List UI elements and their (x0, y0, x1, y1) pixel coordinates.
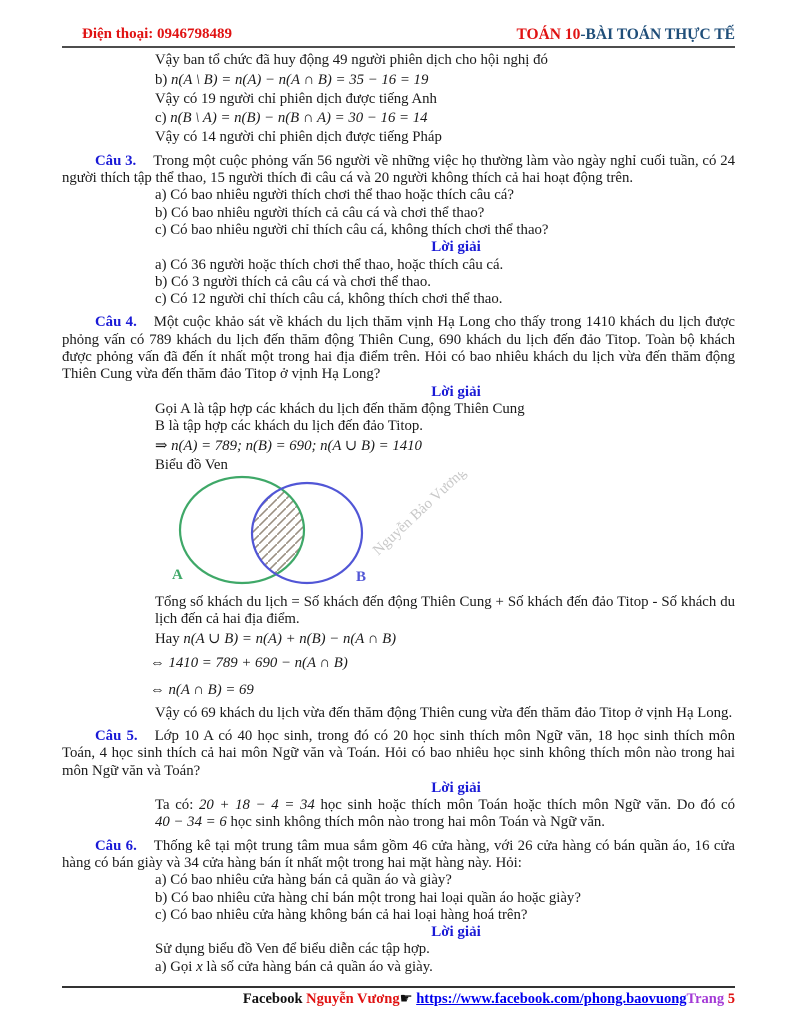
solution-line: lịch đến cả hai địa điểm. (155, 611, 300, 628)
solution-line (155, 797, 735, 814)
solution-math-line (155, 110, 735, 127)
facebook-url-link[interactable]: https://www.facebook.com/phong.baovuong (416, 990, 687, 1007)
author-name: Nguyễn Vương (306, 990, 400, 1007)
solution-line: Gọi A là tập hợp các khách du lịch đến thăm động Thiên Cung (155, 400, 525, 417)
answer-item-a: a) Có 36 người hoặc thích chơi thể thao, hoặc thích câu cá. (155, 256, 504, 273)
question-5-text: Lớp 10 A có 40 học sinh, trong đó có 20 học sinh thích môn Ngữ văn, 18 học sinh thích môn Toán, 4 học sinh thích cả hai môn Ngữ văn và Toán. Hỏi có bao nhiêu học sinh không thích môn nào trong hai môn Ngữ văn và Toán? (62, 727, 735, 779)
question-3-label: Câu 3. (95, 152, 137, 169)
page-header (62, 26, 735, 48)
header-title-red: TOÁN 10 (516, 26, 581, 43)
solution-text: học sinh hoặc thích môn Toán hoặc thích môn Ngữ văn. Do đó có (320, 797, 735, 814)
venn-label-b: B (356, 569, 367, 586)
page-number: 5 (727, 990, 735, 1007)
question-4-stem (62, 314, 735, 383)
solution-line (155, 959, 735, 976)
solution-math-line (155, 631, 735, 648)
page-label: Trang (686, 990, 725, 1007)
solution-line: B là tập hợp các khách du lịch đến đảo Titop. (155, 418, 423, 435)
math-variable: x (196, 958, 203, 975)
solution-text: là số cửa hàng bán cả quần áo và giày. (206, 958, 433, 975)
question-6-text: Thống kê tại một trung tâm mua sắm gồm 46 cửa hàng, với 26 cửa hàng có bán quần áo, 16 cửa hàng có bán giày và 34 cửa hàng bán ít nhất một trong hai mặt hàng này. Hỏi: (62, 837, 735, 871)
solution-heading: Lời giải (431, 239, 481, 256)
question-item-c: c) Có bao nhiêu người chỉ thích câu cá, không thích chơi thể thao? (155, 221, 549, 238)
pointing-hand-icon: ☛ (399, 990, 413, 1007)
hay-label: Hay (155, 630, 180, 647)
math-expression: ⇔ 1410 = 789 + 690 − n(A ∩ B) (150, 655, 348, 672)
question-item-c: c) Có bao nhiêu cửa hàng không bán cả hai loại hàng hoá trên? (155, 906, 528, 923)
watermark-text: Nguyễn Bảo Vương (370, 472, 470, 559)
venn-caption: Biểu đồ Ven (155, 456, 228, 473)
venn-label-a: A (172, 567, 183, 584)
venn-diagram (160, 472, 520, 594)
solution-line: Vậy ban tổ chức đã huy động 49 người phiên dịch cho hội nghị đó (155, 52, 548, 69)
solution-text: a) Gọi (155, 958, 193, 975)
solution-heading: Lời giải (431, 383, 481, 400)
math-expression: ⇔ n(A ∩ B) = 69 (150, 682, 254, 699)
math-expression: n(B \ A) = n(B) − n(B ∩ A) = 30 − 16 = 14 (170, 110, 428, 127)
question-5-stem (62, 728, 735, 780)
item-label: c) (155, 110, 167, 127)
solution-heading: Lời giải (431, 924, 481, 941)
math-expression: n(A ∪ B) = n(A) + n(B) − n(A ∩ B) (183, 630, 397, 647)
conclusion-line: Vậy có 69 khách du lịch vừa đến thăm động Thiên cung vừa đến thăm đảo Titop ở vịnh Hạ Long. (155, 704, 733, 721)
solution-line: Vậy có 19 người chỉ phiên dịch được tiếng Anh (155, 90, 437, 107)
venn-diagram-container (160, 472, 735, 594)
solution-heading: Lời giải (431, 779, 481, 796)
question-item-b: b) Có bao nhiêu người thích cả câu cá và chơi thể thao? (155, 204, 485, 221)
solution-line: Sử dụng biểu đồ Ven để biểu diễn các tập hợp. (155, 941, 430, 958)
question-6-stem (62, 838, 735, 873)
solution-line (155, 814, 735, 831)
question-4-label: Câu 4. (95, 314, 137, 331)
solution-line: Vậy có 14 người chỉ phiên dịch được tiếng Pháp (155, 129, 442, 146)
question-item-b: b) Có bao nhiêu cửa hàng chỉ bán một trong hai loại quần áo hoặc giày? (155, 889, 581, 906)
header-title-navy: -BÀI TOÁN THỰC TẾ (580, 26, 735, 43)
solution-math-line (155, 72, 735, 89)
question-item-a: a) Có bao nhiêu người thích chơi thể thao hoặc thích câu cá? (155, 187, 514, 204)
question-4-text: Một cuộc khảo sát về khách du lịch thăm vịnh Hạ Long cho thấy trong 1410 khách du lịch được phỏng vấn có 789 khách du lịch đến thăm động Thiên Cung, 690 khách du lịch đến đảo Titop. Toàn bộ khách được phỏng vấn đã đến ít nhất một trong hai địa điểm trên. Hỏi có bao nhiêu khách du lịch vừa đến thăm động Thiên Cung vừa đến thăm đảo Titop ở vịnh Hạ Long? (62, 314, 735, 383)
math-expression: n(A \ B) = n(A) − n(A ∩ B) = 35 − 16 = 19 (171, 71, 429, 88)
page-footer (62, 986, 735, 1008)
question-3-stem (62, 153, 735, 188)
solution-text: học sinh không thích môn nào trong hai môn Toán và Ngữ văn. (230, 814, 605, 831)
taco-label: Ta có: (155, 797, 194, 814)
answer-item-c: c) Có 12 người chỉ thích câu cá, không thích chơi thể thao. (155, 291, 503, 308)
facebook-label: Facebook (242, 990, 303, 1007)
header-phone: Điện thoại: 0946798489 (82, 26, 232, 42)
question-5-label: Câu 5. (95, 727, 138, 744)
answer-item-b: b) Có 3 người thích cả câu cá và chơi thể thao. (155, 273, 431, 290)
item-label: b) (155, 71, 168, 88)
question-3-text: Trong một cuộc phỏng vấn 56 người về những việc họ thường làm vào ngày nghỉ cuối tuần, có 24 người thích tập thể thao, 15 người thích đi câu cá và 20 người không thích cả hai hoạt động trên. (62, 152, 735, 187)
header-title (516, 26, 735, 43)
question-item-a: a) Có bao nhiêu cửa hàng bán cả quần áo và giày? (155, 872, 452, 889)
math-expression: ⇒ n(A) = 789; n(B) = 690; n(A ∪ B) = 1410 (155, 437, 422, 454)
solution-line: Tổng số khách du lịch = Số khách đến động Thiên Cung + Số khách đến đảo Titop - Số khách du (155, 594, 735, 611)
math-expression: 40 − 34 = 6 (155, 814, 227, 831)
math-expression: 20 + 18 − 4 = 34 (199, 797, 315, 814)
question-6-label: Câu 6. (95, 837, 137, 854)
